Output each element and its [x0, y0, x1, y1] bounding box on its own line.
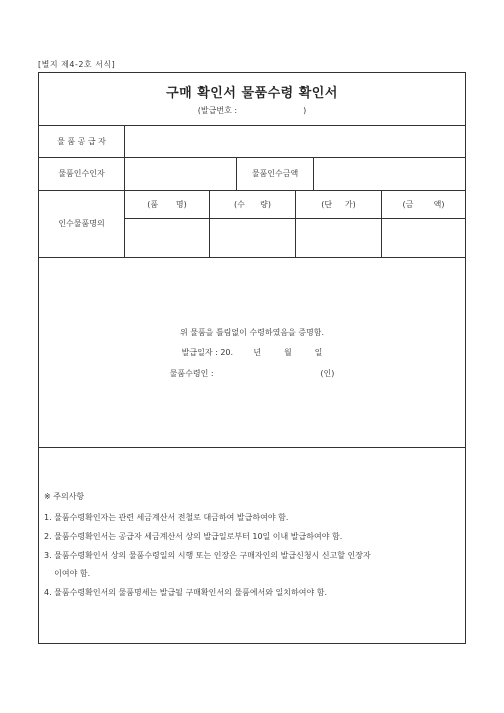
note-item: 4. 물품수령확인서의 물품명세는 발급될 구매확인서의 물품에서와 일치하여야 함. — [44, 588, 327, 597]
certification-area — [39, 257, 465, 448]
notes-title: ※ 주의사항 — [44, 492, 85, 501]
item-amount-field[interactable] — [382, 219, 465, 257]
column-quantity: (수 량) — [210, 190, 296, 218]
quantity-field[interactable] — [210, 219, 296, 257]
items-label: 인수물품명의 — [39, 190, 125, 257]
note-item: 2. 물품수령확인서는 공급자 세금계산서 상의 발급일로부터 10일 이내 발급하여야 함. — [44, 532, 343, 541]
items-input-row — [125, 219, 465, 257]
items-header — [125, 190, 465, 219]
issue-number — [39, 105, 465, 116]
amount-field[interactable] — [314, 157, 465, 190]
items-row — [39, 190, 465, 258]
column-amount: (금 액) — [402, 199, 445, 209]
item-name-field[interactable] — [125, 219, 210, 257]
amount-label: 물품인수금액 — [237, 157, 314, 190]
recipient-field[interactable] — [125, 157, 237, 190]
column-unit-price: (단 가) — [296, 190, 382, 218]
issue-number-prefix: (발급번호 : — [197, 106, 238, 115]
receiver-signature-line: 물품수령인 : (인) — [169, 369, 335, 378]
column-item-name: (품 명) — [125, 190, 210, 218]
note-item: 3. 물품수령확인서 상의 물품수령일의 시행 또는 인장은 구매자인의 발급신청시 신고할 인장자 — [44, 551, 371, 560]
recipient-row — [39, 157, 465, 191]
recipient-label: 물품인수인자 — [39, 157, 125, 190]
form-title: 구매 확인서 물품수령 확인서 — [166, 86, 338, 101]
form-number-label: [별지 제4-2호 서식] — [38, 60, 116, 69]
supplier-field[interactable] — [125, 125, 465, 157]
certification-statement: 위 물품을 틀림없이 수령하였음을 증명함. — [179, 328, 325, 337]
title-area — [39, 73, 465, 126]
notes-section — [39, 447, 465, 643]
issue-date: 발급일자 : 20. 년 월 일 — [181, 348, 323, 357]
supplier-label: 물 품 공 급 자 — [39, 125, 125, 157]
form-frame — [38, 72, 466, 644]
unit-price-field[interactable] — [296, 219, 382, 257]
issue-number-suffix: ) — [303, 106, 307, 115]
note-item: 이여야 함. — [44, 569, 91, 578]
supplier-row — [39, 125, 465, 158]
note-item: 1. 물품수령확인자는 관련 세금계산서 전철로 대금하여 발급하여야 함. — [44, 513, 289, 522]
